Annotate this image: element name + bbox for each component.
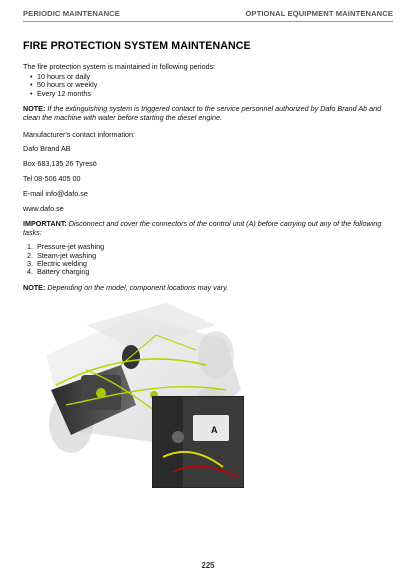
page-title: FIRE PROTECTION SYSTEM MAINTENANCE [23, 40, 251, 52]
maintenance-periods-list [23, 73, 393, 98]
header-rule [23, 21, 393, 22]
note-label: NOTE: [23, 104, 46, 114]
list-item: 1. Pressure-jet washing [27, 242, 105, 252]
intro-text: The fire protection system is maintained in following periods: [23, 62, 216, 71]
contact-info [23, 144, 393, 213]
note-text: Depending on the model, component locations may vary. [45, 282, 229, 292]
page-number: 225 [201, 561, 215, 570]
page-content [23, 42, 393, 292]
contact-title: Manufacturer's contact information: [23, 130, 136, 140]
control-unit-photo [153, 397, 243, 487]
tasks-list [23, 243, 393, 277]
important-notice [23, 219, 393, 237]
header-section-left: PERIODIC MAINTENANCE [23, 9, 120, 18]
important-text: Disconnect and cover the connectors of the control unit (A) before carrying out any of the following tasks: [23, 219, 382, 238]
note-text: If the extinguishing system is triggered contact to the service personnel authorized by Dafo Brand Ab and clean the machine with water before starting the diesel engine. [23, 104, 382, 123]
note-label: NOTE: [23, 282, 46, 292]
contact-website: www.dafo.se [23, 204, 64, 214]
list-item: • 50 hours or weekly [37, 81, 393, 89]
control-unit-inset [152, 396, 244, 488]
page-header [23, 9, 393, 23]
list-item: • 10 hours or daily [37, 73, 393, 81]
list-item: 3. Electric welding [27, 259, 87, 269]
list-item: 4. Battery charging [27, 267, 90, 277]
contact-address: Box 683,135 26 Tyresö [23, 159, 97, 169]
contact-phone: Tel 08-506 405 00 [23, 174, 81, 184]
list-item: 2. Steam-jet washing [27, 250, 97, 260]
header-section-right: OPTIONAL EQUIPMENT MAINTENANCE [245, 9, 393, 18]
note-model [23, 283, 393, 292]
contact-company: Dafo Brand AB [23, 144, 71, 154]
list-item: • Every 12 months [37, 90, 393, 98]
callout-label: A [211, 425, 218, 435]
note-extinguishing [23, 104, 393, 122]
important-label: IMPORTANT: [23, 219, 67, 229]
contact-email: E-mail info@dafo.se [23, 189, 88, 199]
